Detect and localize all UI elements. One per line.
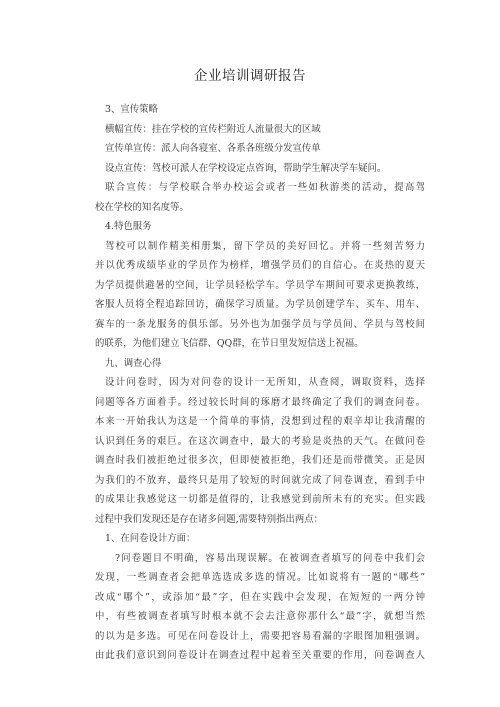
body-line: 九、调查心得 (105, 357, 162, 369)
body-line: 横幅宣传：挂在学校的宣传栏附近人流量很大的区域 (105, 123, 321, 135)
body-line: 并以优秀成绩毕业的学员作为榜样，增强学员们的自信心。在炎热的夏天 (95, 260, 425, 271)
body-line: 的以为是多选。可见在问卷设计上，需要把容易看漏的字眼图加粗强调。 (95, 630, 425, 642)
body-line: 为学员提供避暑的空间，让学员轻松学车。学员学车期间可要求更换教练， (95, 279, 425, 291)
document-body (95, 100, 425, 666)
body-line: 驾校可以制作精美相册集，留下学员的美好回忆。并将一些刻苦努力 (105, 240, 425, 252)
body-line: 改成“哪个”，或添加“最”字，但在实践中会发现，在短短的一两分钟 (95, 591, 425, 603)
body-line: 校在学校的知名度等。 (95, 201, 189, 213)
body-line: 的联系，为他们建立飞信群、QQ群，在节日里发短信送上祝福。 (95, 338, 364, 349)
body-line: 设点宣传：驾校可派人在学校设定点咨询，帮助学生解决学车疑问。 (105, 162, 387, 174)
body-line: 中，有些被调查者填写时根本就不会去注意你那什么“最”字，就想当然 (95, 611, 425, 622)
body-line: 联合宣传：与学校联合举办校运会或者一些如秋游类的活动，提高驾 (105, 182, 425, 193)
body-line: 的成果让我感觉这一切都是值得的，让我感觉到前所未有的充实。但实践 (95, 494, 425, 505)
body-line: 问题等各方面着手。经过较长时间的琢磨才最终确定了我们的调查问卷。 (95, 396, 425, 408)
page-title: 企业培训调研报告 (194, 68, 306, 84)
body-line: 设计问卷时，因为对问卷的设计一无所知，从查阅，调取资料，选择 (105, 377, 425, 388)
body-line: 4.特色服务 (105, 221, 152, 232)
body-line: 宣传单宣传：派人向各寝室、各系各班级分发宣传单 (105, 143, 321, 154)
body-line: 赛车的一条龙服务的俱乐部。另外也为加强学员与学员间、学员与驾校间 (95, 318, 425, 330)
body-line: 本来一开始我认为这是一个简单的事情，没想到过程的艰辛却让我清醒的 (95, 416, 425, 427)
body-line: ?问卷题目不明确，容易出现误解。在被调查者填写的问卷中我们会 (115, 552, 425, 564)
body-line: 1、在问卷设计方面： (105, 533, 196, 544)
body-line: 发现，一些调查者会把单选选成多选的情况。比如说将有一题的“哪些” (95, 572, 425, 583)
body-line: 过程中我们发现还是存在诸多问题,需要特别指出两点： (95, 513, 323, 525)
body-line: 客服人员将全程追踪回访，确保学习质量。为学员创建学车、买车、用车、 (95, 299, 425, 310)
body-line: 由此我们意识到问卷设计在调查过程中起着至关重要的作用，问卷调查人 (95, 650, 425, 661)
body-line: 3、宣传策略 (105, 104, 158, 115)
body-line: 调查时我们被拒绝过很多次，但即使被拒绝，我们还是而带微笑。正是因 (95, 455, 425, 466)
body-line: 为我们的不放弃，最终只是用了较短的时间就完成了问卷调查，看到手中 (95, 474, 425, 486)
body-line: 认识到任务的艰巨。在这次调查中，最大的考验是炎热的天气。在做问卷 (95, 435, 425, 447)
